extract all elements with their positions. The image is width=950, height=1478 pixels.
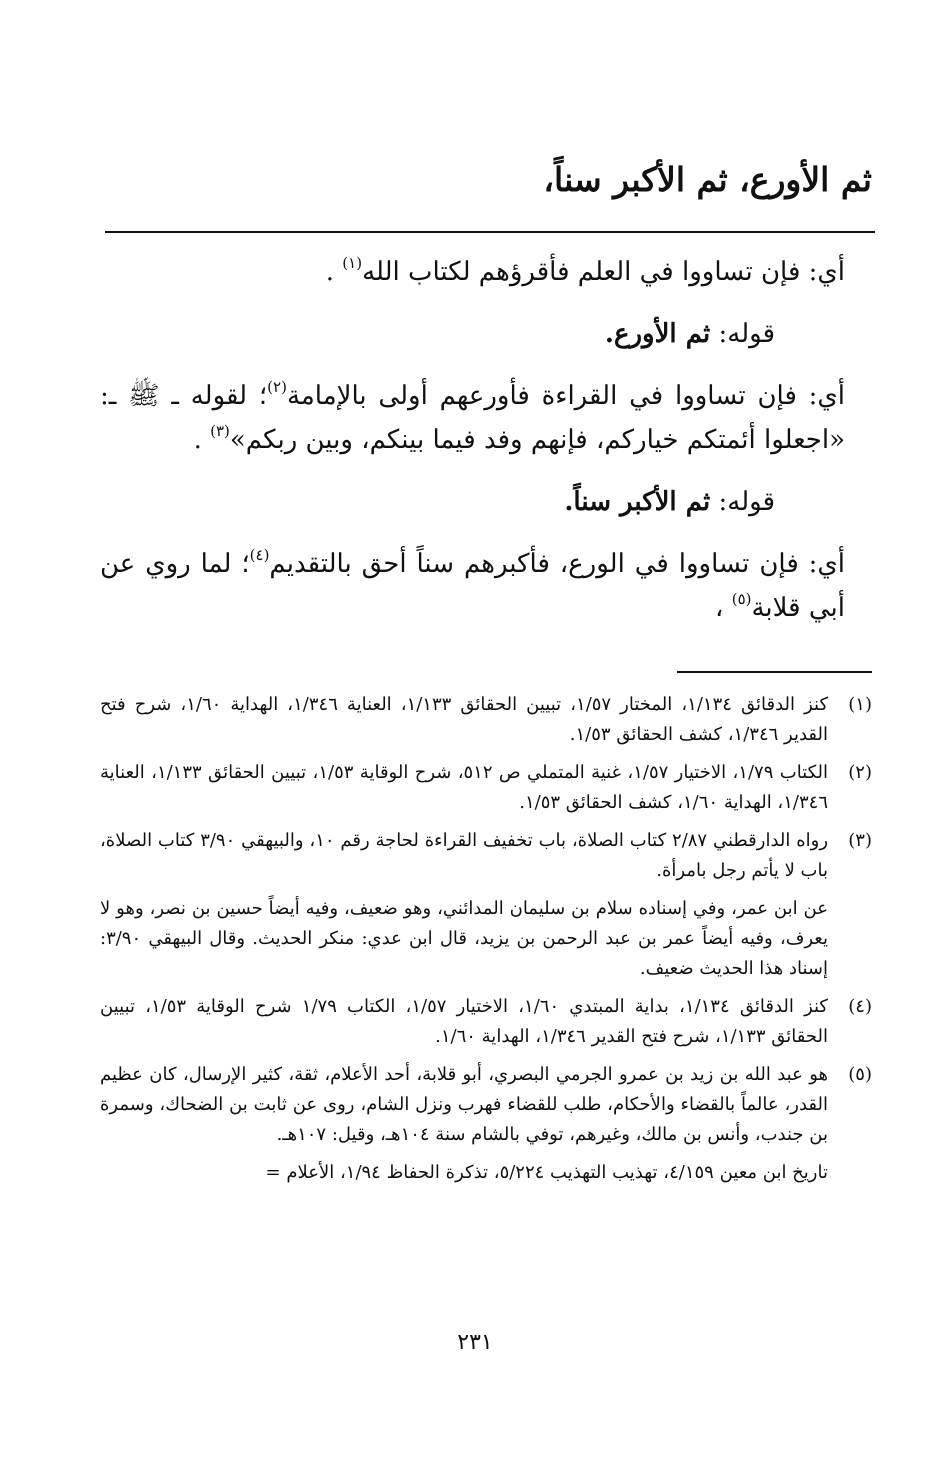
paragraph-text: أي: فإن تساووا في الورع، فأكبرهم سناً أحق بالتقديم	[269, 549, 846, 579]
footnote-ref: (٥)	[731, 590, 752, 608]
footnote-number: (٢)	[848, 762, 872, 783]
footnote-number: (٥)	[848, 1064, 872, 1085]
footnote-separator	[677, 671, 872, 673]
paragraph-text: أي: فإن تساووا في القراءة فأورعهم أولى بالإمامة	[286, 381, 845, 411]
page-number: ٢٣١	[457, 1330, 493, 1355]
paragraph-end: ،	[715, 593, 724, 623]
paragraph-2	[100, 374, 845, 462]
footnote-body	[100, 1060, 828, 1188]
footnote-body	[100, 690, 828, 750]
paragraph-1	[100, 250, 845, 294]
footnote-body	[100, 826, 828, 984]
quote-prefix: قوله:	[710, 487, 775, 517]
footnote-text: تاريخ ابن معين ٤/١٥٩، تهذيب التهذيب ٥/٢٢٤، تذكرة الحفاظ ١/٩٤، الأعلام =	[265, 1162, 828, 1183]
footnote-text: كنز الدقائق ١/١٣٤، المختار ١/٥٧، تبيين الحقائق ١/١٣٣، العناية ١/٣٤٦، الهداية ١/٦٠، شرح فتح القدير ١/٣٤٦، كشف الحقائق ١/٥٣.	[100, 694, 829, 745]
footnote-number: (١)	[848, 694, 872, 715]
quote-bold: ثم الأكبر سناً.	[564, 487, 711, 517]
footnote-ref: (٤)	[249, 546, 270, 564]
paragraph-text: أي: فإن تساووا في العلم فأقرؤهم لكتاب الله	[362, 257, 845, 287]
main-text	[100, 250, 845, 630]
footnote-number: (٣)	[848, 830, 872, 851]
footnotes	[100, 690, 872, 1196]
footnote	[100, 992, 872, 1052]
paragraph-text: ؛ لقوله ـ ﷺ ـ: «اجعلوا أئمتكم خياركم، فإنهم وفد فيما بينكم، وبين ربكم»	[100, 381, 845, 455]
quote-heading-2	[100, 480, 845, 524]
header-rule	[105, 231, 875, 233]
footnote-text: عن ابن عمر، وفي إسناده سلام بن سليمان المدائني، وهو ضعيف، وفيه أيضاً حسين بن نصر، وهو لا يعرف، وفيه أيضاً عمر بن عبد الرحمن بن يزيد، قال ابن عدي: منكر الحديث. وقال البيهقي ٣/٩٠: إسناد هذا الحديث ضعيف.	[100, 898, 828, 979]
footnote-body	[100, 758, 828, 818]
page-header-title: ثم الأورع، ثم الأكبر سناً،	[543, 160, 872, 199]
footnote	[100, 758, 872, 818]
footnote-text: هو عبد الله بن زيد بن عمرو الجرمي البصري، أبو قلابة، أحد الأعلام، ثقة، كثير الإرسال، كان عظيم القدر، عالماً بالقضاء والأحكام، طلب للقضاء فهرب ونزل الشام، روى عن ثابت بن الضحاك، وسمرة بن جندب، وأنس بن مالك، وغيرهم، توفي بالشام سنة ١٠٤هـ، وقيل: ١٠٧هـ.	[100, 1064, 828, 1145]
footnote-number: (٤)	[848, 996, 872, 1017]
footnote-body	[100, 992, 828, 1052]
paragraph-3	[100, 542, 845, 630]
quote-bold: ثم الأورع.	[604, 319, 711, 349]
footnote	[100, 826, 872, 984]
paragraph-end: .	[193, 425, 202, 455]
quote-heading-1	[100, 312, 845, 356]
footnote-ref: (٢)	[267, 378, 287, 396]
quote-prefix: قوله:	[710, 319, 775, 349]
footnote-ref: (١)	[342, 254, 363, 272]
footnote-text: الكتاب ١/٧٩، الاختيار ١/٥٧، غنية المتملي ص ٥١٢، شرح الوقاية ١/٥٣، تبيين الحقائق ١/١٣٣، العناية ١/٣٤٦، الهداية ١/٦٠، كشف الحقائق ١/٥٣.	[100, 762, 829, 813]
paragraph-text: ؛ لما روي عن أبي قلابة	[100, 549, 845, 623]
footnote-ref: (٣)	[210, 422, 230, 440]
footnote-text: رواه الدارقطني ٢/٨٧ كتاب الصلاة، باب تخفيف القراءة لحاجة رقم ١٠، والبيهقي ٣/٩٠ كتاب الصلاة، باب لا يأتم رجل بامرأة.	[100, 830, 829, 881]
footnote	[100, 1060, 872, 1188]
footnote	[100, 690, 872, 750]
footnote-text: كنز الدقائق ١/١٣٤، بداية المبتدي ١/٦٠، الاختيار ١/٥٧، الكتاب ١/٧٩ شرح الوقاية ١/٥٣، تبيين الحقائق ١/١٣٣، شرح فتح القدير ١/٣٤٦، الهداية ١/٦٠.	[100, 996, 828, 1047]
paragraph-end: .	[325, 257, 335, 287]
